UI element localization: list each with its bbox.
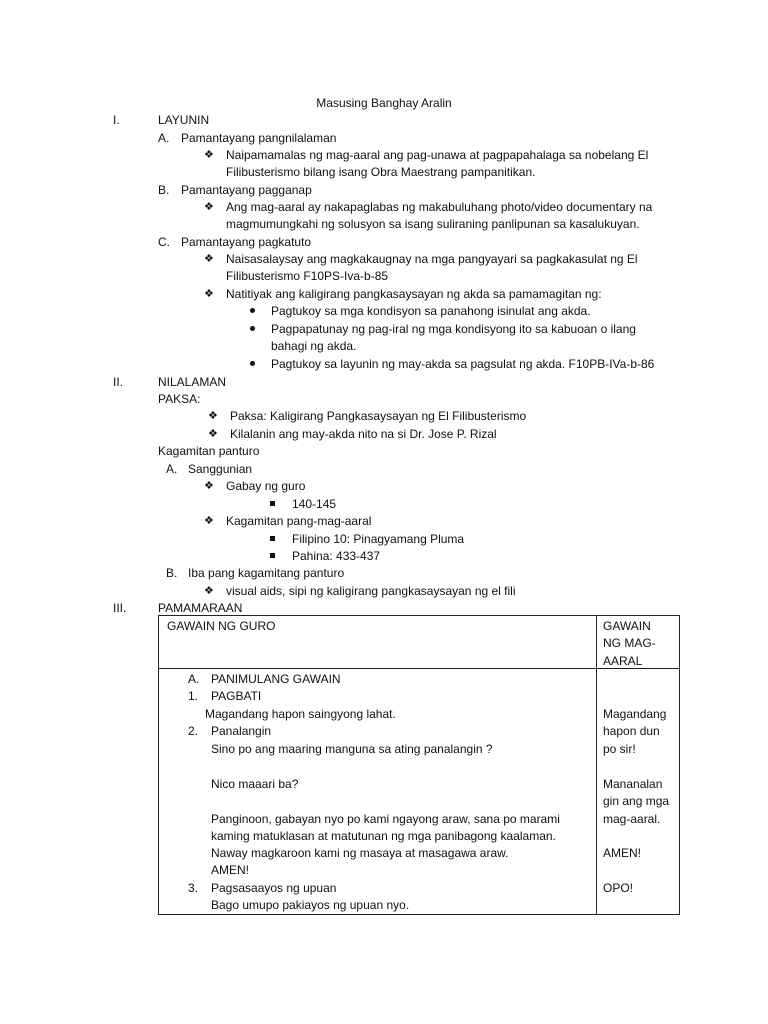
student-line: gin ang mga [603, 794, 670, 808]
step-heading: PAGBATI [211, 689, 262, 703]
sub-objective-text: Pagtukoy sa layunin ng may-akda sa pagsulat ng akda. F10PB-IVa-b-86 [271, 357, 655, 371]
diamond-bullet-icon: ❖ [204, 253, 214, 265]
header-label: GAWAIN NG GURO [167, 619, 276, 633]
student-line: hapon dun [603, 724, 660, 738]
step-number: 2. [188, 724, 199, 738]
paksa-item: Paksa: Kaligirang Pangkasaysayan ng El Filibusterismo [230, 409, 527, 423]
panimulang-gawain-heading: PANIMULANG GAWAIN [211, 672, 341, 686]
square-bullet-icon [270, 531, 275, 548]
student-line: OPO! [603, 881, 634, 895]
diamond-bullet-icon: ❖ [204, 149, 214, 161]
resource-item: Kagamitan pang-mag-aaral [226, 514, 372, 528]
sanggunian-heading: Sanggunian [188, 462, 253, 476]
heading-pagkatuto: Pamantayang pagkatuto [181, 235, 312, 249]
student-line: Mananalan [603, 777, 663, 791]
sub-objective-text: Pagpapatunay ng pag-iral ng mga kondisyong ito sa kabuoan o ilang [271, 322, 636, 336]
prayer-line: AMEN! [211, 863, 250, 877]
objective-text: Naipamamalas ng mag-aaral ang pag-unawa at pagpapahalaga sa nobelang El [226, 148, 649, 162]
guro-cell [159, 669, 597, 915]
teacher-line: Sino po ang maaring manguna sa ating panalangin ? [211, 742, 493, 756]
dot-bullet-icon [250, 321, 255, 338]
sub-objective-text: Pagtukoy sa mga kondisyon sa panahong isinulat ang akda. [271, 304, 591, 318]
iba-pang-heading: Iba pang kagamitang panturo [188, 566, 345, 580]
student-line: Magandang [603, 707, 667, 721]
teacher-line: Nico maaari ba? [211, 777, 299, 791]
diamond-bullet-icon: ❖ [204, 480, 214, 492]
prayer-line: Naway magkaroon kami ng masaya at masagawa araw. [211, 846, 509, 860]
letter-a: A. [166, 462, 178, 476]
kagamitan-heading: Kagamitan panturo [158, 444, 260, 458]
diamond-bullet-icon: ❖ [204, 585, 214, 597]
prayer-line: Panginoon, gabayan nyo po kami ngayong araw, sana po marami [211, 812, 560, 826]
resource-item: Gabay ng guro [226, 479, 306, 493]
diamond-bullet-icon: ❖ [204, 201, 214, 213]
header-label: NG MAG- [603, 636, 656, 650]
step-number: 3. [188, 881, 199, 895]
prayer-line: kaming matuklasan at matutunan ng mga panibagong kaalaman. [211, 829, 556, 843]
letter-a: A. [188, 672, 200, 686]
table-row [159, 669, 680, 915]
heading-pangnilalaman: Pamantayang pangnilalaman [181, 131, 337, 145]
section-heading-nilalaman: NILALAMAN [158, 375, 227, 389]
diamond-bullet-icon: ❖ [208, 428, 218, 440]
objective-text: Natitiyak ang kaligirang pangkasaysayan ng akda sa pamamagitan ng: [226, 287, 602, 301]
objective-text: Filibusterismo bilang isang Obra Maestrang pampanitikan. [226, 165, 536, 179]
student-line: AMEN! [603, 846, 642, 860]
table-header-row [159, 616, 680, 669]
resource-detail: Filipino 10: Pinagyamang Pluma [292, 532, 465, 546]
letter-b: B. [158, 183, 170, 197]
paksa-heading: PAKSA: [158, 392, 201, 406]
objective-text: Ang mag-aaral ay nakapaglabas ng makabuluhang photo/video documentary na [226, 200, 653, 214]
square-bullet-icon [270, 496, 275, 513]
heading-pagganap: Pamantayang pagganap [181, 183, 312, 197]
paksa-item: Kilalanin ang may-akda nito na si Dr. Jose P. Rizal [230, 427, 497, 441]
sub-objective-text: bahagi ng akda. [271, 339, 357, 353]
header-label: AARAL [603, 654, 643, 668]
activity-table [158, 615, 680, 915]
letter-c: C. [158, 235, 170, 249]
section-heading-pamamaraan: PAMAMARAAN [158, 601, 243, 615]
student-line: mag-aaral. [603, 812, 661, 826]
step-number: 1. [188, 689, 199, 703]
student-line: po sir! [603, 742, 636, 756]
header-gawain-ng-mag-aaral [597, 616, 680, 669]
letter-a: A. [158, 131, 170, 145]
header-gawain-ng-guro [159, 616, 597, 669]
header-label: GAWAIN [603, 619, 651, 633]
teacher-line: Magandang hapon saingyong lahat. [205, 707, 396, 721]
step-heading: Panalangin [211, 724, 272, 738]
resource-detail: 140-145 [292, 497, 337, 511]
objective-text: magmumungkahi ng solusyon sa isang suliraning panlipunan sa kasalukuyan. [226, 217, 640, 231]
resource-item: visual aids, sipi ng kaligirang pangkasaysayan ng el fili [226, 584, 516, 598]
objective-text: Filibusterismo F10PS-Iva-b-85 [226, 269, 389, 283]
resource-detail: Pahina: 433-437 [292, 549, 381, 563]
section-heading-layunin: LAYUNIN [158, 113, 210, 127]
section-number-iii: III. [113, 601, 127, 615]
section-number-ii: II. [113, 375, 124, 389]
teacher-line: Bago umupo pakiayos ng upuan nyo. [211, 898, 410, 912]
letter-b: B. [166, 566, 178, 580]
step-heading: Pagsasaayos ng upuan [211, 881, 337, 895]
square-bullet-icon [270, 548, 275, 565]
mag-aaral-cell [597, 669, 680, 915]
document-title: Masusing Banghay Aralin [316, 96, 452, 110]
dot-bullet-icon [250, 356, 255, 373]
section-number-i: I. [113, 113, 120, 127]
dot-bullet-icon [250, 303, 255, 320]
objective-text: Naisasalaysay ang magkakaugnay na mga pangyayari sa pagkakasulat ng El [226, 252, 638, 266]
diamond-bullet-icon: ❖ [204, 288, 214, 300]
diamond-bullet-icon: ❖ [204, 515, 214, 527]
diamond-bullet-icon: ❖ [208, 410, 218, 422]
